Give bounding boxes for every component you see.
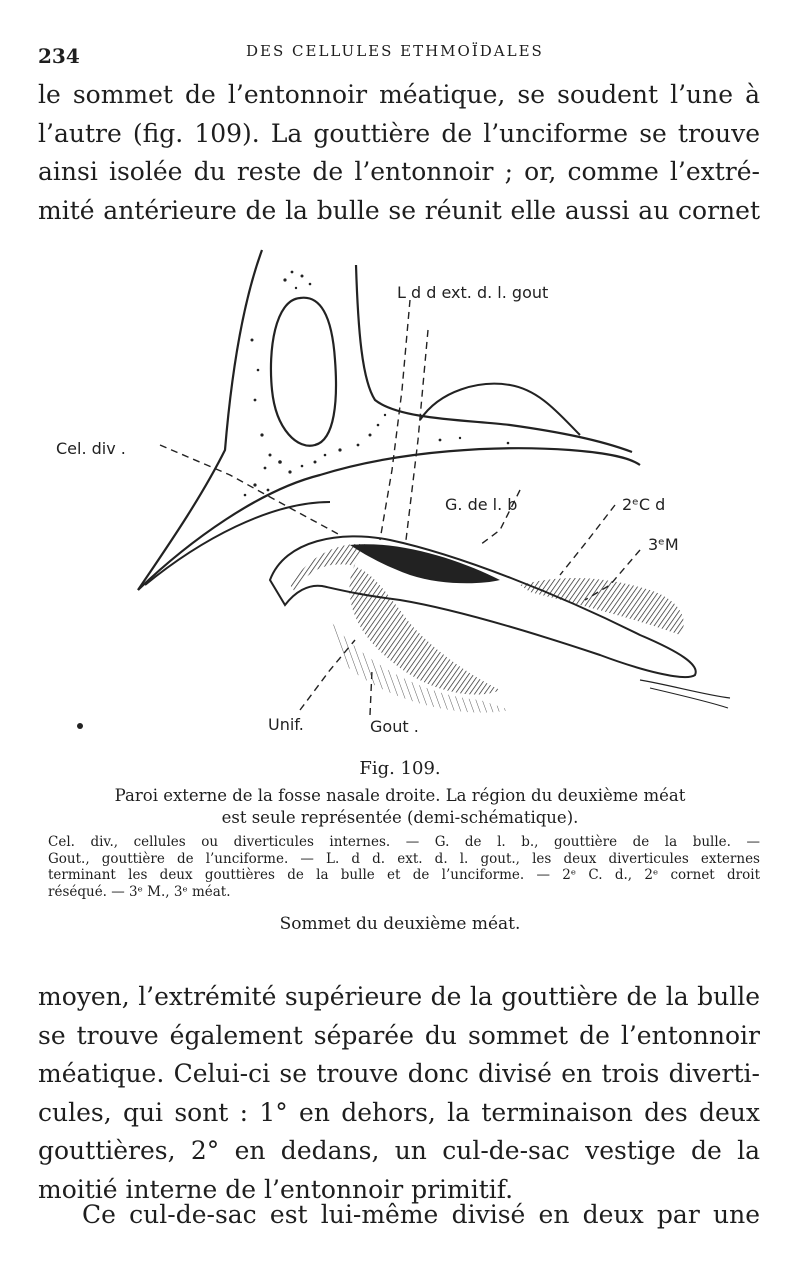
label-2e-c-d: 2ᵉC d <box>622 495 666 514</box>
anatomical-drawing <box>40 240 760 760</box>
label-g-de-l-b: G. de l. b <box>445 495 518 514</box>
paragraph-bottom <box>38 978 760 1209</box>
bulla-bump <box>420 384 580 435</box>
text-line: moitié interne de l’entonnoir primitif. <box>38 1174 514 1204</box>
text-line: méatique. Celui-ci se trouve donc divisé en trois diverti- <box>38 1059 760 1088</box>
text-line: cules, qui sont : 1° en dehors, la terminaison des deux <box>38 1097 760 1127</box>
paragraph-last <box>38 1196 760 1235</box>
ethmoid-cell-oval <box>271 298 336 446</box>
bulla-shade <box>350 544 500 583</box>
running-title: DES CELLULES ETHMOÏDALES <box>246 42 544 60</box>
outer-wall-left <box>138 250 262 590</box>
meatus-shade <box>520 578 684 635</box>
cell-dots <box>244 271 510 497</box>
figure-subtitle: Sommet du deuxième méat. <box>279 914 521 934</box>
label-cel-div: Cel. div . <box>56 439 126 458</box>
label-unif: Unif. <box>268 715 304 734</box>
text-line: le sommet de l’entonnoir méatique, se soudent l’une à <box>38 80 760 109</box>
figure-caption <box>40 785 760 829</box>
text-line: gouttières, 2° en dedans, un cul-de-sac vestige de la <box>38 1136 760 1165</box>
figure-legend <box>48 834 760 900</box>
text-line: se trouve également séparée du sommet de l’entonnoir <box>38 1020 760 1050</box>
paragraph-top <box>38 76 760 230</box>
legend-line: Cel. div., cellules ou diverticules internes. — G. de l. b., gouttière de la bulle. — <box>48 834 760 850</box>
middle-wall <box>138 448 640 590</box>
page-number: 234 <box>38 44 80 68</box>
figure-109-illustration <box>40 240 760 760</box>
label-ldd: L d d ext. d. l. gout <box>397 283 549 302</box>
text-line: l’autre (fig. 109). La gouttière de l’unciforme se trouve <box>38 118 760 148</box>
text-line: moyen, l’extrémité supérieure de la gouttière de la bulle <box>38 982 760 1011</box>
label-3e-m: 3ᵉM <box>648 535 679 554</box>
text-line: ainsi isolée du reste de l’entonnoir ; or, comme l’extré- <box>38 157 760 186</box>
text-line: Ce cul-de-sac est lui-même divisé en deux par une <box>82 1200 760 1229</box>
legend-line: terminant les deux gouttières de la bulle et de l’unciforme. — 2ᵉ C. d., 2ᵉ cornet droit <box>48 867 760 883</box>
text-line: mité antérieure de la bulle se réunit elle aussi au cornet <box>38 195 760 225</box>
caption-line: est seule représentée (demi-schématique). <box>221 808 579 827</box>
caption-line: Paroi externe de la fosse nasale droite. La région du deuxième méat <box>114 786 686 805</box>
legend-line: réséqué. — 3ᵉ M., 3ᵉ méat. <box>48 883 231 900</box>
label-gout: Gout . <box>370 717 419 736</box>
running-header <box>38 38 758 68</box>
figure-number: Fig. 109. <box>359 758 441 779</box>
legend-line: Gout., gouttière de l’unciforme. — L. d d. ext. d. l. gout., les deux diverticules externes <box>48 850 760 867</box>
